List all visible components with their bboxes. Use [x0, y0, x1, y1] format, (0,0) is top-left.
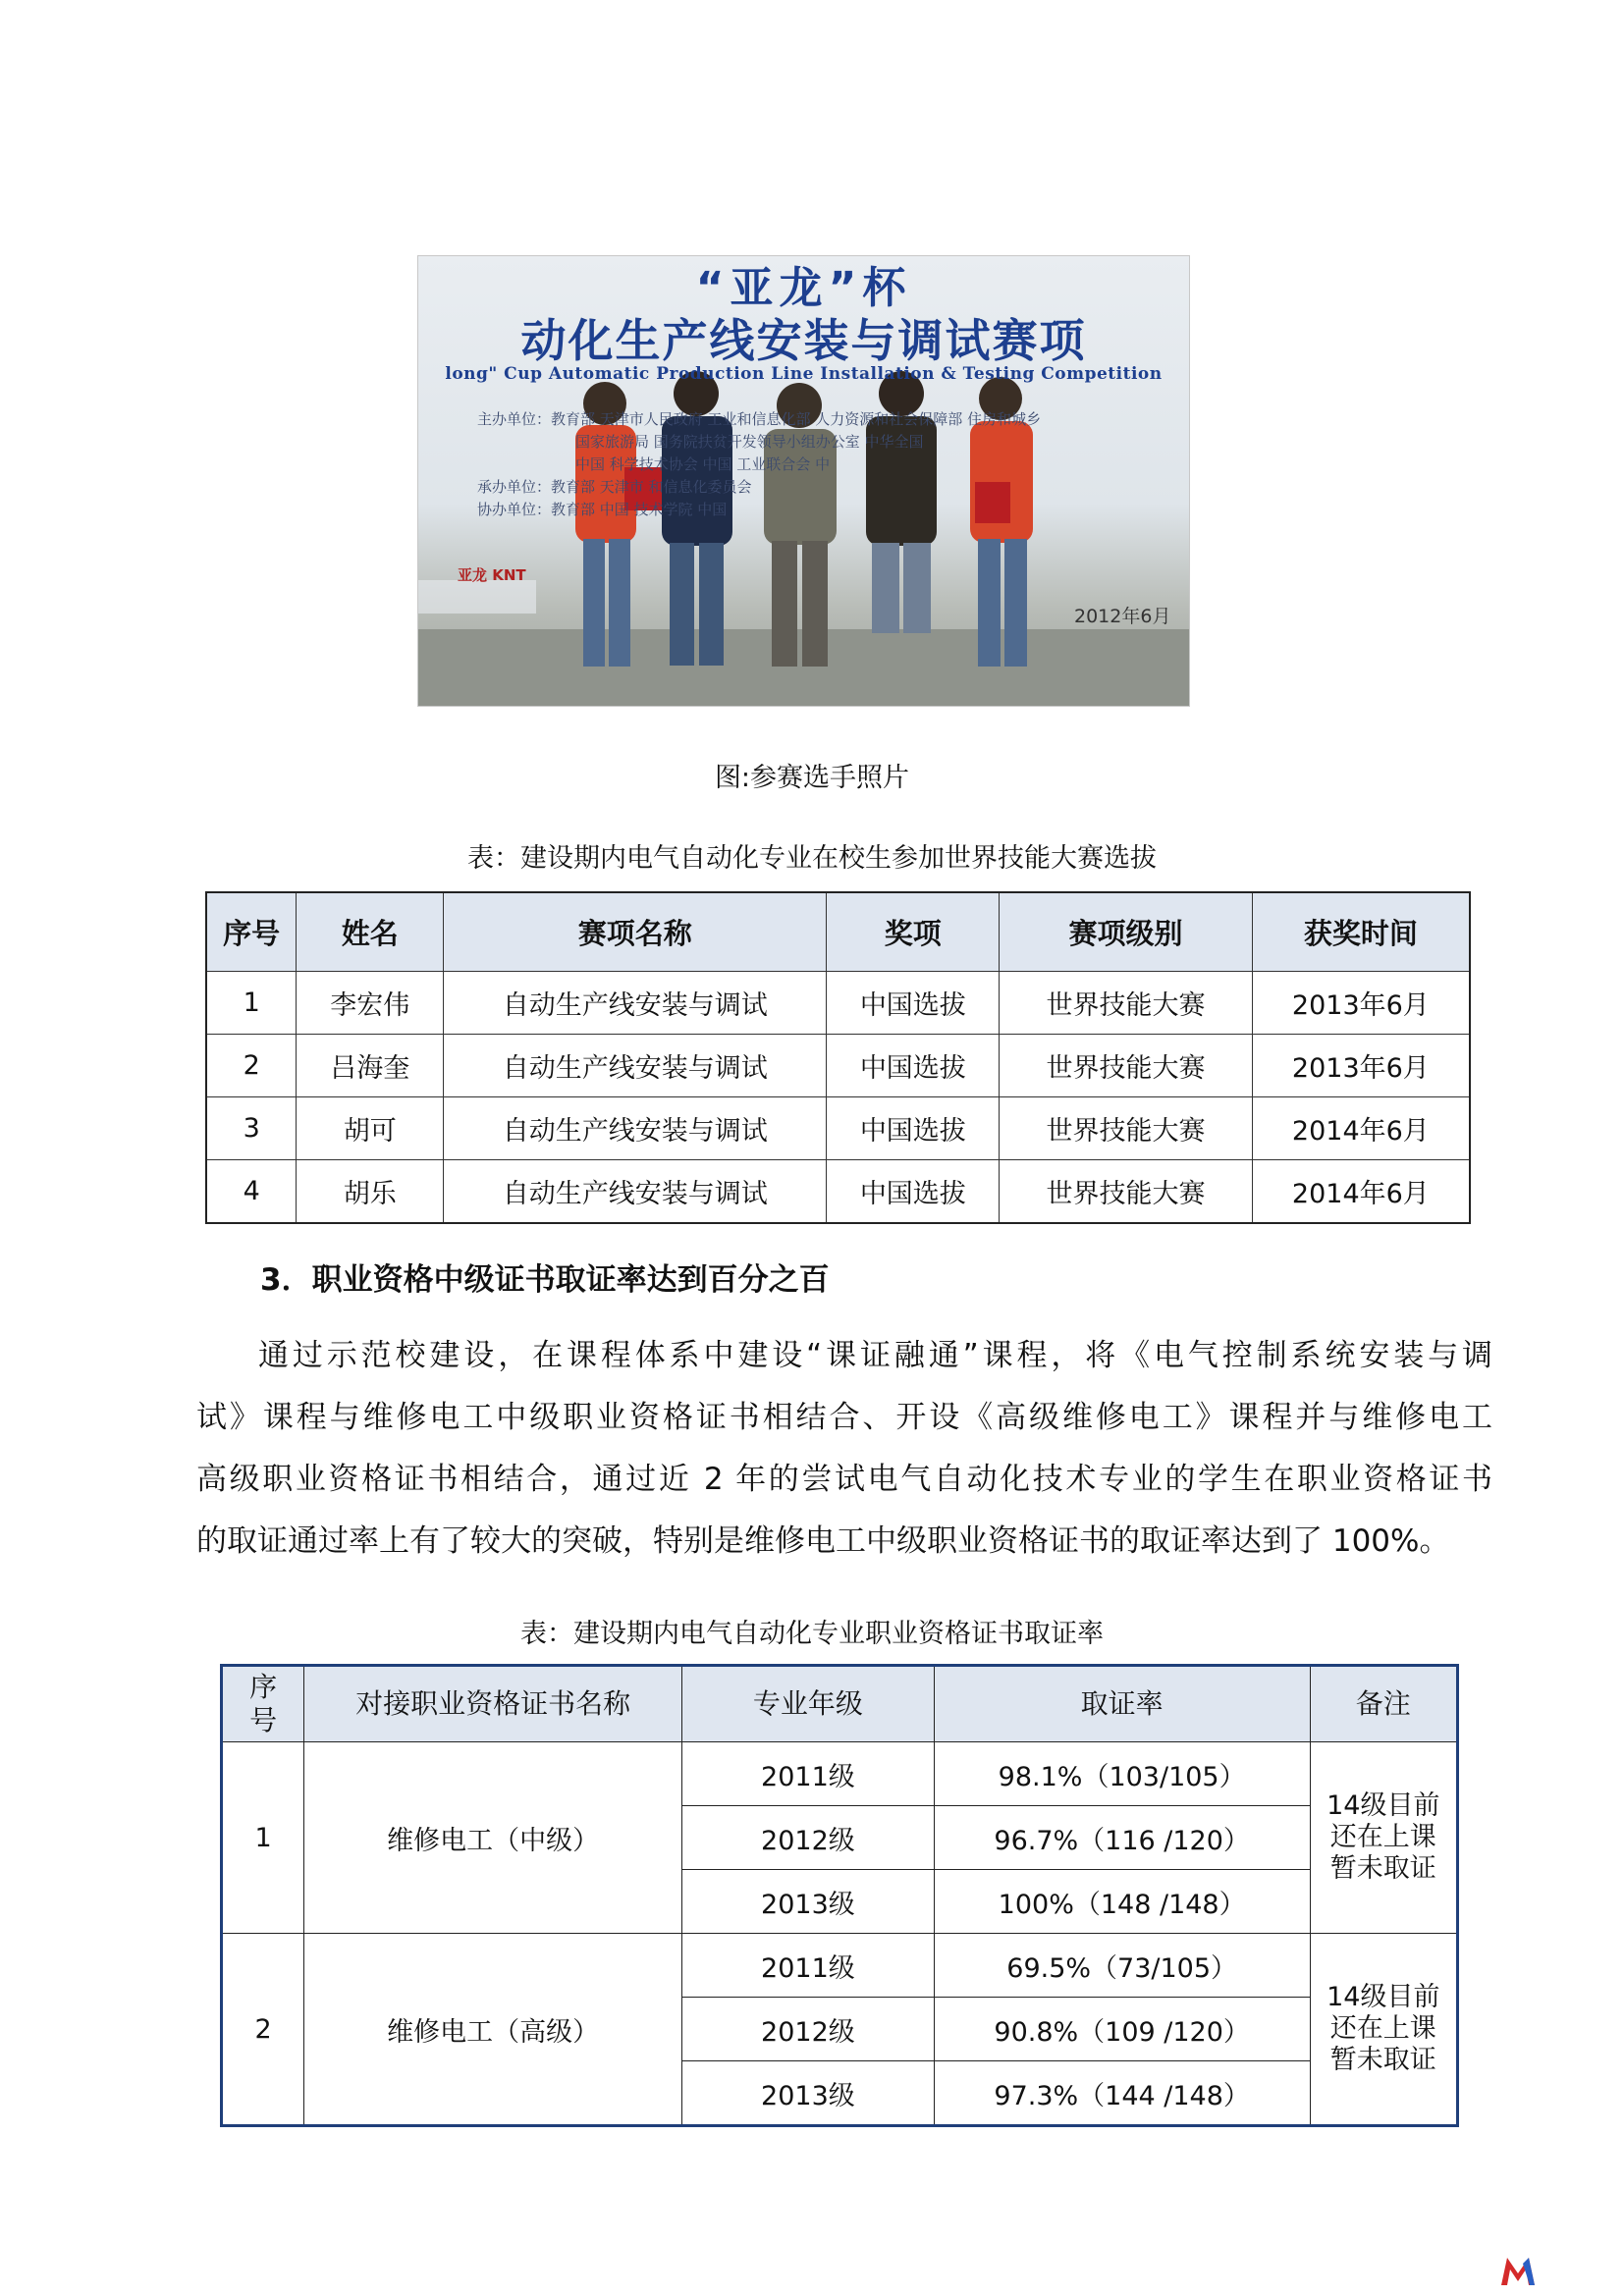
- table-cell: 世界技能大赛: [1000, 1160, 1253, 1224]
- table-header-row: [222, 1666, 1458, 1742]
- table-cell: 胡乐: [297, 1160, 444, 1224]
- table-cell: 自动生产线安装与调试: [444, 1035, 827, 1097]
- table-cell-grade: 2013级: [682, 2061, 935, 2126]
- table-cell-rate: 90.8%（109 /120）: [934, 1998, 1310, 2061]
- table-cell: 世界技能大赛: [1000, 972, 1253, 1035]
- banner-date: 2012年6月: [1074, 606, 1171, 627]
- paragraph-line: 的取证通过率上有了较大的突破，特别是维修电工中级职业资格证书的取证率达到了 100%。: [196, 1523, 1450, 1559]
- table-cell: 2014年6月: [1252, 1097, 1470, 1160]
- table-row: [222, 1934, 1458, 1998]
- table-cell: 世界技能大赛: [1000, 1097, 1253, 1160]
- contestants-photo: [417, 255, 1190, 707]
- table-cell-cert-name: 维修电工（高级）: [304, 1934, 682, 2126]
- banner-sponsor-line: 协办单位：教育部 中国 技术学院 中国: [477, 501, 728, 518]
- table-cell-grade: 2011级: [682, 1934, 935, 1998]
- table-cell-grade: 2012级: [682, 1998, 935, 2061]
- table-cell-grade: 2011级: [682, 1742, 935, 1806]
- table-cell-note: [1310, 1742, 1457, 1934]
- table-cell: 世界技能大赛: [1000, 1035, 1253, 1097]
- header-cell: 赛项名称: [444, 892, 827, 972]
- paragraph-line: 通过示范校建设，在课程体系中建设“课证融通”课程，将《电气控制系统安装与调: [258, 1338, 1492, 1373]
- banner-title-line1: “亚龙”杯: [695, 263, 912, 313]
- table-cell-serial: 1: [222, 1742, 304, 1934]
- banner-title-english: long" Cup Automatic Production Line Installation & Testing Competition: [445, 364, 1163, 384]
- table-row: [206, 972, 1470, 1035]
- note-line: 暂未取证: [1329, 1853, 1436, 1884]
- header-cell: 赛项级别: [1000, 892, 1253, 972]
- table-header-row: [206, 892, 1470, 972]
- paragraph-line: 高级职业资格证书相结合，通过近 2 年的尝试电气自动化技术专业的学生在职业资格证书: [196, 1462, 1492, 1497]
- note-line: 14级目前: [1326, 1790, 1440, 1821]
- table-cell-rate: 98.1%（103/105）: [934, 1742, 1310, 1806]
- table2-caption: 表：建设期内电气自动化专业职业资格证书取证率: [520, 1619, 1104, 1649]
- note-line: 还在上课: [1329, 1822, 1436, 1852]
- header-cell-serial: [222, 1666, 304, 1742]
- competition-table: [205, 891, 1471, 1224]
- table-row: [206, 1035, 1470, 1097]
- table-cell: 自动生产线安装与调试: [444, 972, 827, 1035]
- table-cell-grade: 2012级: [682, 1806, 935, 1870]
- header-cell: 序号: [206, 892, 297, 972]
- table-cell: 自动生产线安装与调试: [444, 1097, 827, 1160]
- table-cell: 4: [206, 1160, 297, 1224]
- table-cell: 中国选拔: [827, 972, 1000, 1035]
- table-cell: 2014年6月: [1252, 1160, 1470, 1224]
- table-cell: 1: [206, 972, 297, 1035]
- table-cell: 2013年6月: [1252, 1035, 1470, 1097]
- note-line: 14级目前: [1326, 1982, 1440, 2012]
- banner-sponsor-line: 承办单位：教育部 天津市 和信息化委员会: [477, 478, 752, 496]
- table-cell: 自动生产线安装与调试: [444, 1160, 827, 1224]
- table-row: [222, 1742, 1458, 1806]
- photo-caption: 图:参赛选手照片: [714, 763, 910, 793]
- note-line: 暂未取证: [1329, 2045, 1436, 2075]
- table-cell: 胡可: [297, 1097, 444, 1160]
- banner-sponsor-line: 国家旅游局 国务院扶贫开发领导小组办公室 中华全国: [575, 433, 924, 451]
- paragraph-line: 试》课程与维修电工中级职业资格证书相结合、开设《高级维修电工》课程并与维修电工: [196, 1400, 1492, 1435]
- table1-caption: 表：建设期内电气自动化专业在校生参加世界技能大赛选拔: [467, 843, 1157, 874]
- banner-sponsor-line: 中国 科学技术协会 中国 工业联合会 中: [575, 455, 831, 473]
- header-cell: 取证率: [934, 1666, 1310, 1742]
- banner-sponsor-line: 主办单位：教育部 天津市人民政府 工业和信息化部 人力资源和社会保障部 住房和城乡: [477, 410, 1042, 428]
- header-cell: 对接职业资格证书名称: [304, 1666, 682, 1742]
- table-cell: 2: [206, 1035, 297, 1097]
- table-row: [206, 1097, 1470, 1160]
- table-cell: 吕海奎: [297, 1035, 444, 1097]
- header-cell: 获奖时间: [1252, 892, 1470, 972]
- table-cell-note: [1310, 1934, 1457, 2126]
- header-cell: 备注: [1310, 1666, 1457, 1742]
- table-cell: 李宏伟: [297, 972, 444, 1035]
- header-serial-text: 序号: [249, 1671, 278, 1736]
- table-cell-rate: 69.5%（73/105）: [934, 1934, 1310, 1998]
- header-cell: 奖项: [827, 892, 1000, 972]
- table-row: [206, 1160, 1470, 1224]
- publisher-logo-icon: [1499, 2254, 1537, 2287]
- table-cell: 中国选拔: [827, 1097, 1000, 1160]
- section-heading: 3．职业资格中级证书取证率达到百分之百: [260, 1262, 830, 1298]
- table-cell-rate: 97.3%（144 /148）: [934, 2061, 1310, 2126]
- note-line: 还在上课: [1329, 2013, 1436, 2044]
- table-cell: 2013年6月: [1252, 972, 1470, 1035]
- table-cell-rate: 96.7%（116 /120）: [934, 1806, 1310, 1870]
- header-cell: 专业年级: [682, 1666, 935, 1742]
- table-cell: 中国选拔: [827, 1160, 1000, 1224]
- section-paragraph: [196, 1325, 1492, 1573]
- header-cell: 姓名: [297, 892, 444, 972]
- table-cell-serial: 2: [222, 1934, 304, 2126]
- certificate-rate-table: [220, 1664, 1459, 2127]
- banner-title-line2: 动化生产线安装与调试赛项: [520, 314, 1087, 367]
- table-cell: 中国选拔: [827, 1035, 1000, 1097]
- table-cell-grade: 2013级: [682, 1870, 935, 1934]
- banner-sponsor-logos: 亚龙 KNT: [458, 566, 526, 584]
- table-cell-rate: 100%（148 /148）: [934, 1870, 1310, 1934]
- table-cell-cert-name: 维修电工（中级）: [304, 1742, 682, 1934]
- table-cell: 3: [206, 1097, 297, 1160]
